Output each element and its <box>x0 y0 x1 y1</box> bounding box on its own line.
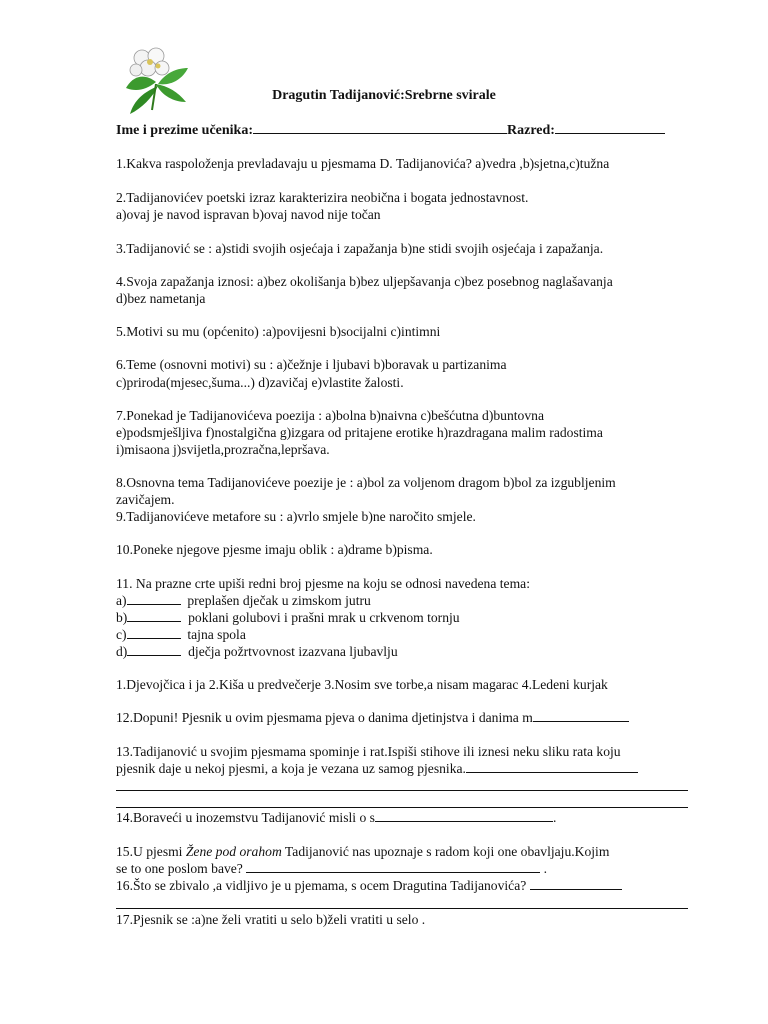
name-field[interactable] <box>253 121 507 134</box>
answer-line[interactable] <box>116 807 688 808</box>
question-15-cont-text: se to one poslom bave? <box>116 861 243 876</box>
q11-letter: c) <box>116 627 127 642</box>
question-14-end: . <box>552 810 557 825</box>
class-label: Razred: <box>507 123 555 138</box>
question-11-intro: 11. Na prazne crte upiši redni broj pjesme na koju se odnosi navedena tema: <box>116 576 530 591</box>
poem-title: Žene pod orahom <box>185 844 282 859</box>
q13-answer-field[interactable] <box>466 760 638 773</box>
q11-item-d <box>116 643 398 660</box>
student-info-row <box>116 121 665 139</box>
question-13-cont-text: pjesnik daje u nekoj pjesmi, a koja je vezana uz samog pjesnika. <box>116 761 466 776</box>
poems-list: 1.Djevojčica i ja 2.Kiša u predvečerje 3.Nosim sve torbe,a nisam magarac 4.Ledeni kurjak <box>116 677 608 692</box>
question-15-cont <box>116 860 547 877</box>
question-15-suffix: Tadijanović nas upoznaje s radom koji one obavljaju.Kojim <box>281 844 610 859</box>
q11-letter: d) <box>116 644 128 659</box>
question-15-text <box>116 843 609 860</box>
q11-blank-a[interactable] <box>127 592 181 605</box>
question-15-prefix: 15.U pjesmi <box>116 844 186 859</box>
q11-blank-b[interactable] <box>127 609 181 622</box>
q11-blank-d[interactable] <box>127 643 181 656</box>
q12-answer-field[interactable] <box>533 709 629 722</box>
question-17: 17.Pjesnik se :a)ne želi vratiti u selo b)želi vratiti u selo . <box>116 912 426 927</box>
question-15-end: . <box>540 861 548 876</box>
name-label: Ime i prezime učenika: <box>116 123 253 138</box>
question-7-text: 7.Ponekad je Tadijanovićeva poezija : a)bolna b)naivna c)bešćutna d)buntovna <box>116 408 544 423</box>
q11-blank-c[interactable] <box>127 626 181 639</box>
class-field[interactable] <box>555 121 665 134</box>
q11-item-b <box>116 609 460 626</box>
question-1: 1.Kakva raspoloženja prevladavaju u pjesmama D. Tadijanovića? a)vedra ,b)sjetna,c)tužna <box>116 156 610 171</box>
question-12-text: 12.Dopuni! Pjesnik u ovim pjesmama pjeva o danima djetinjstva i danima m <box>116 710 533 725</box>
question-14-text: 14.Boraveći u inozemstvu Tadijanović misli o s <box>116 810 375 825</box>
question-16-text: 16.Što se zbivalo ,a vidljivo je u pjemama, s ocem Dragutina Tadijanovića? <box>116 878 527 893</box>
question-6-text: 6.Teme (osnovni motivi) su : a)čežnje i ljubavi b)boravak u partizanima <box>116 357 507 372</box>
question-7-options-1: e)podsmješljiva f)nostalgična g)izgara od pritajene erotike h)razdragana malim radostima <box>116 425 603 440</box>
answer-line[interactable] <box>116 790 688 791</box>
question-2-text: 2.Tadijanovićev poetski izraz karakterizira neobična i bogata jednostavnost. <box>116 190 529 205</box>
question-13-cont <box>116 760 638 777</box>
q11-text: preplašen dječak u zimskom jutru <box>187 593 371 608</box>
q11-text: tajna spola <box>187 627 246 642</box>
question-5: 5.Motivi su mu (općenito) :a)povijesni b)socijalni c)intimni <box>116 324 441 339</box>
question-4-options: d)bez nametanja <box>116 291 206 306</box>
q16-answer-field[interactable] <box>530 877 622 890</box>
question-8-text: 8.Osnovna tema Tadijanovićeve poezije je : a)bol za voljenom dragom b)bol za izgubljenim <box>116 475 616 490</box>
question-14 <box>116 809 556 826</box>
q11-item-a <box>116 592 371 609</box>
question-10: 10.Poneke njegove pjesme imaju oblik : a)drame b)pisma. <box>116 542 433 557</box>
answer-line[interactable] <box>116 908 688 909</box>
q11-text: dječja požrtvovnost izazvana ljubavlju <box>188 644 398 659</box>
q11-letter: a) <box>116 593 127 608</box>
question-8-cont: zavičajem. <box>116 492 175 507</box>
question-6-options: c)priroda(mjesec,šuma...) d)zavičaj e)vlastite žalosti. <box>116 375 404 390</box>
question-13-text: 13.Tadijanović u svojim pjesmama spominje i rat.Ispiši stihove ili iznesi neku sliku rata koju <box>116 744 621 759</box>
question-2-options: a)ovaj je navod ispravan b)ovaj navod nije točan <box>116 207 381 222</box>
q11-item-c <box>116 626 246 643</box>
q11-text: poklani golubovi i prašni mrak u crkvenom tornju <box>188 610 460 625</box>
flower-icon <box>112 44 192 116</box>
question-16 <box>116 877 622 894</box>
q14-answer-field[interactable] <box>375 809 553 822</box>
q11-letter: b) <box>116 610 128 625</box>
question-7-options-2: i)misaona j)svijetla,prozračna,lepršava. <box>116 442 330 457</box>
page-title: Dragutin Tadijanović:Srebrne svirale <box>272 88 496 103</box>
q15-answer-field[interactable] <box>246 860 540 873</box>
question-4-text: 4.Svoja zapažanja iznosi: a)bez okolišanja b)bez uljepšavanja c)bez posebnog naglašavanja <box>116 274 613 289</box>
question-3: 3.Tadijanović se : a)stidi svojih osjećaja i zapažanja b)ne stidi svojih osjećaja i zapažanja. <box>116 241 604 256</box>
question-9: 9.Tadijanovićeve metafore su : a)vrlo smjele b)ne naročito smjele. <box>116 509 476 524</box>
question-12 <box>116 709 629 726</box>
